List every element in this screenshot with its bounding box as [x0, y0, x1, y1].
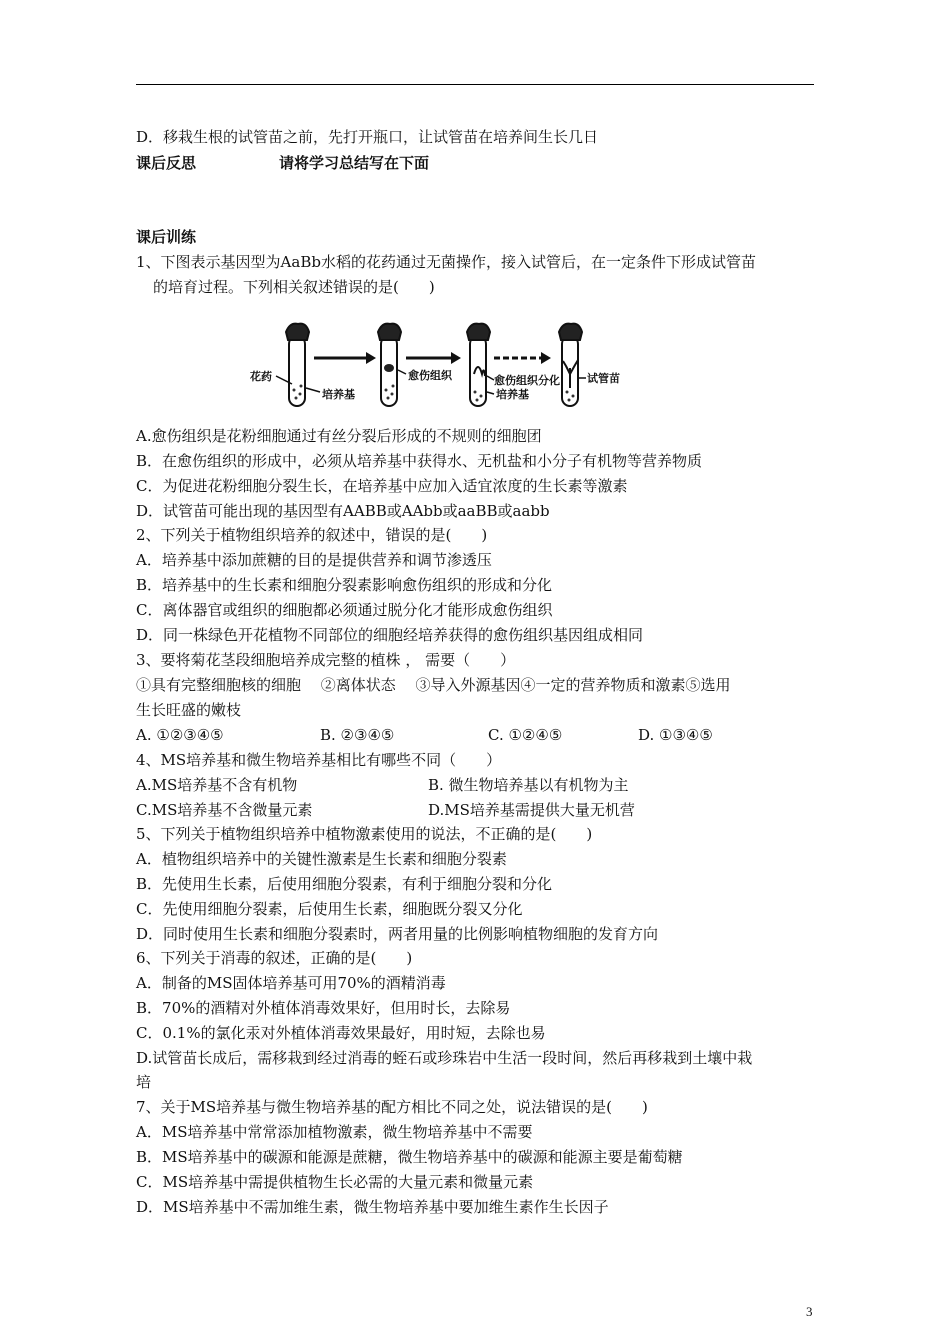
q5-option-b: B．先使用生长素，后使用细胞分裂素，有利于细胞分裂和分化: [136, 875, 553, 893]
reflection-label: 课后反思: [136, 154, 197, 172]
page-number: 3: [806, 1304, 813, 1319]
q7-stem: 7、关于MS培养基与微生物培养基的配方相比不同之处，说法错误的是( ): [136, 1098, 648, 1116]
label-medium1: 培养基: [322, 388, 355, 401]
q6-option-d-cont: 培: [136, 1073, 152, 1091]
label-anther: 花药: [250, 370, 272, 383]
q5-option-a: A．植物组织培养中的关键性激素是生长素和细胞分裂素: [136, 850, 507, 868]
q1-stem-line1: 1、下图表示基因型为AaBb水稻的花药通过无菌操作，接入试管后，在一定条件下形成试管苗: [136, 253, 756, 271]
q3-items-line1: ①具有完整细胞核的细胞 ②离体状态 ③导入外源基因④一定的营养物质和激素⑤选用: [136, 676, 731, 694]
q3-option-d: D. ①③④⑤: [638, 726, 713, 744]
q7-option-a: A．MS培养基中常常添加植物激素，微生物培养基中不需要: [136, 1123, 533, 1141]
q1-option-c: C．为促进花粉细胞分裂生长，在培养基中应加入适宜浓度的生长素等激素: [136, 477, 628, 495]
label-callus: 愈伤组织: [408, 369, 452, 382]
q2-option-b: B．培养基中的生长素和细胞分裂素影响愈伤组织的形成和分化: [136, 576, 553, 594]
q2-option-c: C．离体器官或组织的细胞都必须通过脱分化才能形成愈伤组织: [136, 601, 553, 619]
label-callus-diff: 愈伤组织分化: [494, 374, 560, 387]
q6-option-a: A．制备的MS固体培养基可用70%的酒精消毒: [136, 974, 446, 992]
q6-stem: 6、下列关于消毒的叙述，正确的是( ): [136, 949, 413, 967]
q4-option-a: A.MS培养基不含有机物: [136, 776, 298, 794]
q1-stem-line2: 的培育过程。下列相关叙述错误的是( ): [153, 278, 435, 296]
q5-stem: 5、下列关于植物组织培养中植物激素使用的说法，不正确的是( ): [136, 825, 593, 843]
q7-option-c: C．MS培养基中需提供植物生长必需的大量元素和微量元素: [136, 1173, 534, 1191]
q4-stem: 4、MS培养基和微生物培养基相比有哪些不同（ ）: [136, 751, 502, 769]
q4-option-c: C.MS培养基不含微量元素: [136, 801, 313, 819]
q7-option-b: B．MS培养基中的碳源和能源是蔗糖，微生物培养基中的碳源和能源主要是葡萄糖: [136, 1148, 683, 1166]
label-medium2: 培养基: [496, 388, 529, 401]
label-plantlet: 试管苗: [587, 372, 620, 385]
q1-option-a: A.愈伤组织是花粉细胞通过有丝分裂后形成的不规则的细胞团: [136, 427, 542, 445]
q3-option-b: B. ②③④⑤: [320, 726, 395, 744]
q7-option-d: D．MS培养基中不需加维生素，微生物培养基中要加维生素作生长因子: [136, 1198, 609, 1216]
q3-stem: 3、要将菊花茎段细胞培养成完整的植株 ， 需要（ ）: [136, 651, 516, 669]
culture-process-figure: [244, 318, 634, 414]
practice-heading: 课后训练: [136, 228, 197, 246]
q5-option-d: D．同时使用生长素和细胞分裂素时，两者用量的比例影响植物细胞的发育方向: [136, 925, 659, 943]
q5-option-c: C．先使用细胞分裂素，后使用生长素，细胞既分裂又分化: [136, 900, 523, 918]
q1-option-b: B．在愈伤组织的形成中，必须从培养基中获得水、无机盐和小分子有机物等营养物质: [136, 452, 703, 470]
q2-option-d: D．同一株绿色开花植物不同部位的细胞经培养获得的愈伤组织基因组成相同: [136, 626, 644, 644]
q1-option-d: D．试管苗可能出现的基因型有AABB或AAbb或aaBB或aabb: [136, 502, 550, 520]
reflection-instruction: 请将学习总结写在下面: [279, 154, 430, 172]
q4-option-d: D.MS培养基需提供大量无机营: [428, 801, 635, 819]
q2-stem: 2、下列关于植物组织培养的叙述中，错误的是( ): [136, 526, 488, 544]
q6-option-d: D.试管苗长成后，需移栽到经过消毒的蛭石或珍珠岩中生活一段时间，然后再移栽到土壤中栽: [136, 1049, 753, 1067]
q2-option-a: A．培养基中添加蔗糖的目的是提供营养和调节渗透压: [136, 551, 492, 569]
q6-option-b: B．70%的酒精对外植体消毒效果好，但用时长，去除易: [136, 999, 511, 1017]
intro-option-d: D．移栽生根的试管苗之前，先打开瓶口，让试管苗在培养间生长几日: [136, 128, 599, 146]
q4-option-b: B. 微生物培养基以有机物为主: [428, 776, 629, 794]
q6-option-c: C．0.1%的氯化汞对外植体消毒效果最好，用时短，去除也易: [136, 1024, 546, 1042]
header-rule: [136, 84, 814, 85]
q3-option-c: C. ①②④⑤: [488, 726, 563, 744]
q3-items-line2: 生长旺盛的嫩枝: [136, 701, 242, 719]
q3-option-a: A. ①②③④⑤: [136, 726, 224, 744]
